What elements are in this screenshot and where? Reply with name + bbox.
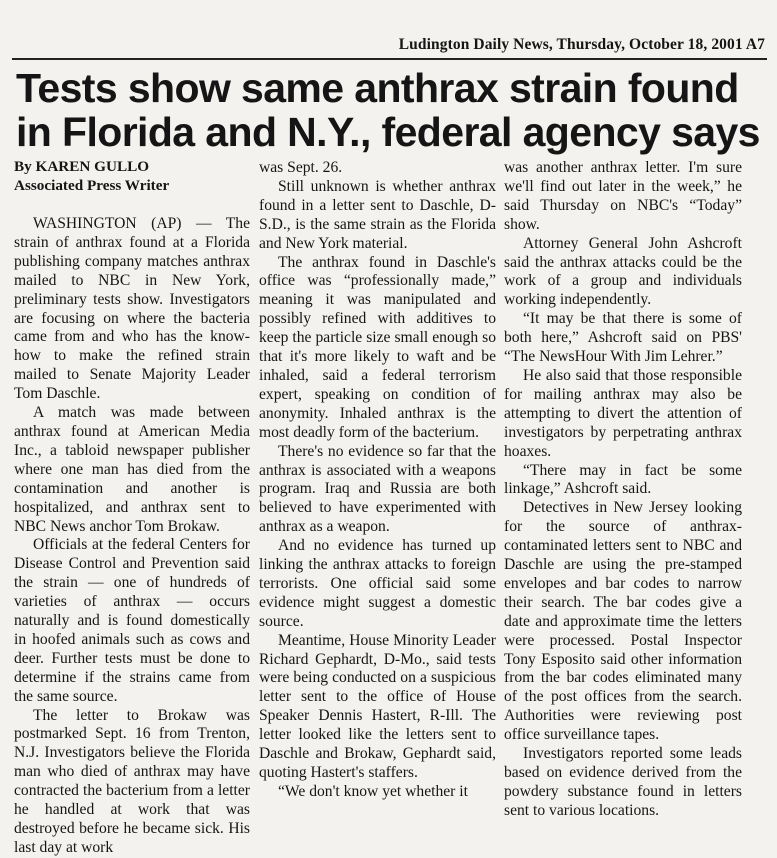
article-paragraph: And no evidence has turned up linking the anthrax attacks to foreign terrorists. One official said some evidence might suggest a domestic source. (259, 537, 496, 630)
article-paragraph: “There may in fact be some linkage,” Ashcroft said. (504, 461, 742, 498)
article-column-2 (259, 159, 496, 802)
article-paragraph: The anthrax found in Daschle's office was “professionally made,” meaning it was manipulated and possibly refined with additives to keep the particle size small enough so that it's more likely to waft and be inhaled, said a federal terrorism expert, speaking on condition of anonymity. Inhaled anthrax is the most deadly form of the bacterium. (259, 253, 496, 441)
article-paragraph: WASHINGTON (AP) — The strain of anthrax found at a Florida publishing company matches anthrax mailed to NBC in New York, preliminary tests show. Investigators are focusing on where the bacteria came from and who has the know-how to make the refined strain mailed to Senate Majority Leader Tom Daschle. (14, 215, 250, 403)
byline-affiliation: Associated Press Writer (14, 176, 170, 194)
header-rule (12, 58, 767, 60)
article-paragraph: “It may be that there is some of both here,” Ashcroft said on PBS' “The NewsHour With Jim Lehrer.” (504, 310, 742, 366)
article-paragraph: Attorney General John Ashcroft said the anthrax attacks could be the work of a group and individuals working independently. (504, 234, 742, 309)
article-paragraph: Still unknown is whether anthrax found in a letter sent to Daschle, D-S.D., is the same strain as the Florida and New York material. (259, 177, 496, 252)
article-paragraph: He also said that those responsible for mailing anthrax may also be attempting to divert the attention of investigators by perpetrating anthrax hoaxes. (504, 366, 742, 460)
article-column-1 (14, 158, 250, 858)
article-paragraph: Officials at the federal Centers for Disease Control and Prevention said the strain — one of hundreds of varieties of anthrax — occurs naturally and is found domestically in hoofed animals such as cows and deer. Further tests must be done to determine if the strains came from the same source. (14, 536, 250, 705)
article-paragraph: There's no evidence so far that the anthrax is associated with a weapons program. Iraq and Russia are both believed to have experimented with anthrax as a weapon. (259, 442, 496, 536)
article-paragraph: The letter to Brokaw was postmarked Sept. 16 from Trenton, N.J. Investigators believe the Florida man who died of anthrax may have contracted the bacterium from a letter he handled at work that was destroyed before he became sick. His last day at work (14, 706, 250, 856)
article-paragraph: was another anthrax letter. I'm sure we'll find out later in the week,” he said Thursday on NBC's “Today” show. (504, 159, 742, 233)
article-paragraph: Detectives in New Jersey looking for the source of anthrax-contaminated letters sent to NBC and Daschle are using the pre-stamped envelopes and bar codes to narrow their search. The bar codes give a date and approximate time the letters were processed. Postal Inspector Tony Esposito said other information from the bar codes eliminated many of the post offices from the search. Authorities were reviewing post office surveillance tapes. (504, 499, 742, 744)
article-paragraph: A match was made between anthrax found at American Media Inc., a tabloid newspaper publisher where one man has died from the contamination and another is hospitalized, and anthrax sent to NBC News anchor Tom Brokaw. (14, 404, 250, 535)
byline-author: By KAREN GULLO (14, 158, 150, 175)
article-paragraph: was Sept. 26. (259, 159, 343, 176)
page-folio: Ludington Daily News, Thursday, October 18, 2001 A7 (398, 36, 765, 53)
byline-spacer (14, 195, 250, 215)
article-paragraph: Meantime, House Minority Leader Richard Gephardt, D-Mo., said tests were being conducted on a suspicious letter sent to the office of House Speaker Dennis Hastert, R-Ill. The letter looked like the letters sent to Daschle and Brokaw, Gephardt said, quoting Hastert's staffers. (259, 631, 496, 781)
headline: Tests show same anthrax strain found in Florida and N.Y., federal agency says (16, 65, 760, 155)
article-paragraph: “We don't know yet whether it (278, 782, 468, 800)
article-column-3 (504, 159, 742, 821)
article-paragraph: Investigators reported some leads based on evidence derived from the powdery substance found in letters sent to various locations. (504, 745, 742, 819)
